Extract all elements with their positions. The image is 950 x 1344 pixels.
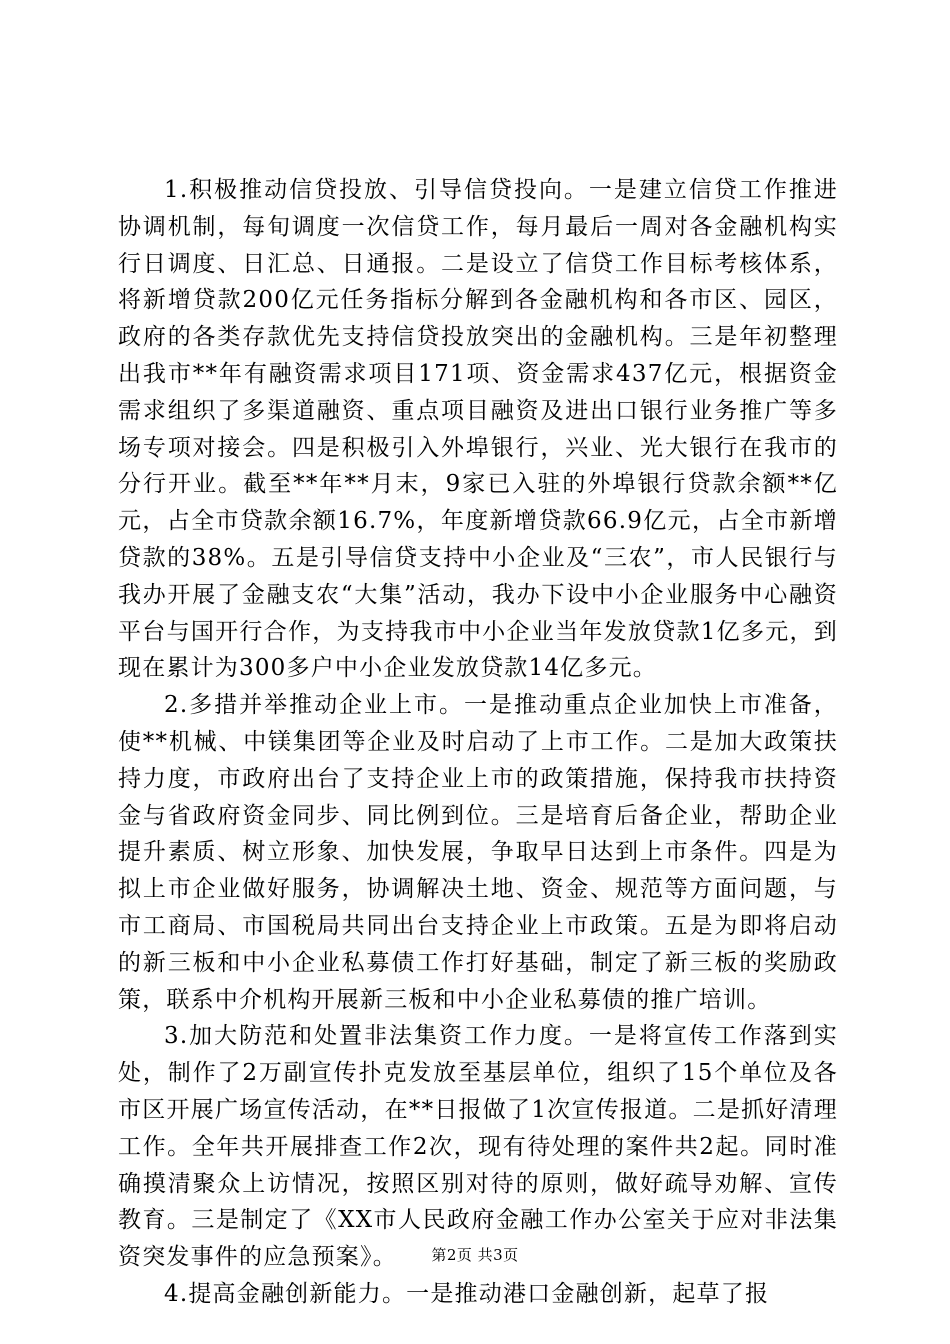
page-footer: 第2页 共3页 [431,1246,519,1264]
paragraph-credit: 1.积极推动信贷投放、引导信贷投向。一是建立信贷工作推进协调机制，每旬调度一次信贷工作，每月最后一周对各金融机构实行日调度、日汇总、日通报。二是设立了信贷工作目标考核体系，将新增贷款200亿元任务指标分解到各金融机构和各市区、园区，政府的各类存款优先支持信贷投放突出的金融机构。三是年初整理出我市**年有融资需求项目171项、资金需求437亿元，根据资金需求组织了多渠道融资、重点项目融资及进出口银行业务推广等多场专项对接会。四是积极引入外埠银行，兴业、光大银行在我市的分行开业。截至**年**月末，9家已入驻的外埠银行贷款余额**亿元，占全市贷款余额16.7%，年度新增贷款66.9亿元，占全市新增贷款的38%。五是引导信贷支持中小企业及“三农”，市人民银行与我办开展了金融支农“大集”活动，我办下设中小企业服务中心融资平台与国开行合作，为支持我市中小企业当年发放贷款1亿多元，到现在累计为300多户中小企业发放贷款14亿多元。 [118,177,838,682]
document-body [118,172,838,1313]
paragraph-innovation: 4.提高金融创新能力。一是推动港口金融创新，起草了报 [164,1280,770,1307]
paragraph-listing: 2.多措并举推动企业上市。一是推动重点企业加快上市准备，使**机械、中镁集团等企业及时启动了上市工作。二是加大政策扶持力度，市政府出台了支持企业上市的政策措施，保持我市扶持资金与省政府资金同步、同比例到位。三是培育后备企业，帮助企业提升素质、树立形象、加快发展，争取早日达到上市条件。四是为拟上市企业做好服务，协调解决土地、资金、规范等方面问题，与市工商局、市国税局共同出台支持企业上市政策。五是为即将启动的新三板和中小企业私募债工作打好基础，制定了新三板的奖励政策，联系中介机构开展新三板和中小企业私募债的推广培训。 [118,692,838,1013]
paragraph-illegal-fundraising: 3.加大防范和处置非法集资工作力度。一是将宣传工作落到实处，制作了2万副宣传扑克发放至基层单位，组织了15个单位及各市区开展广场宣传活动，在**日报做了1次宣传报道。二是抓好清理工作。全年共开展排查工作2次，现有待处理的案件共2起。同时准确摸清聚众上访情况，按照区别对待的原则，做好疏导劝解、宣传教育。三是制定了《XX市人民政府金融工作办公室关于应对非法集资突发事件的应急预案》。 [118,1023,838,1271]
